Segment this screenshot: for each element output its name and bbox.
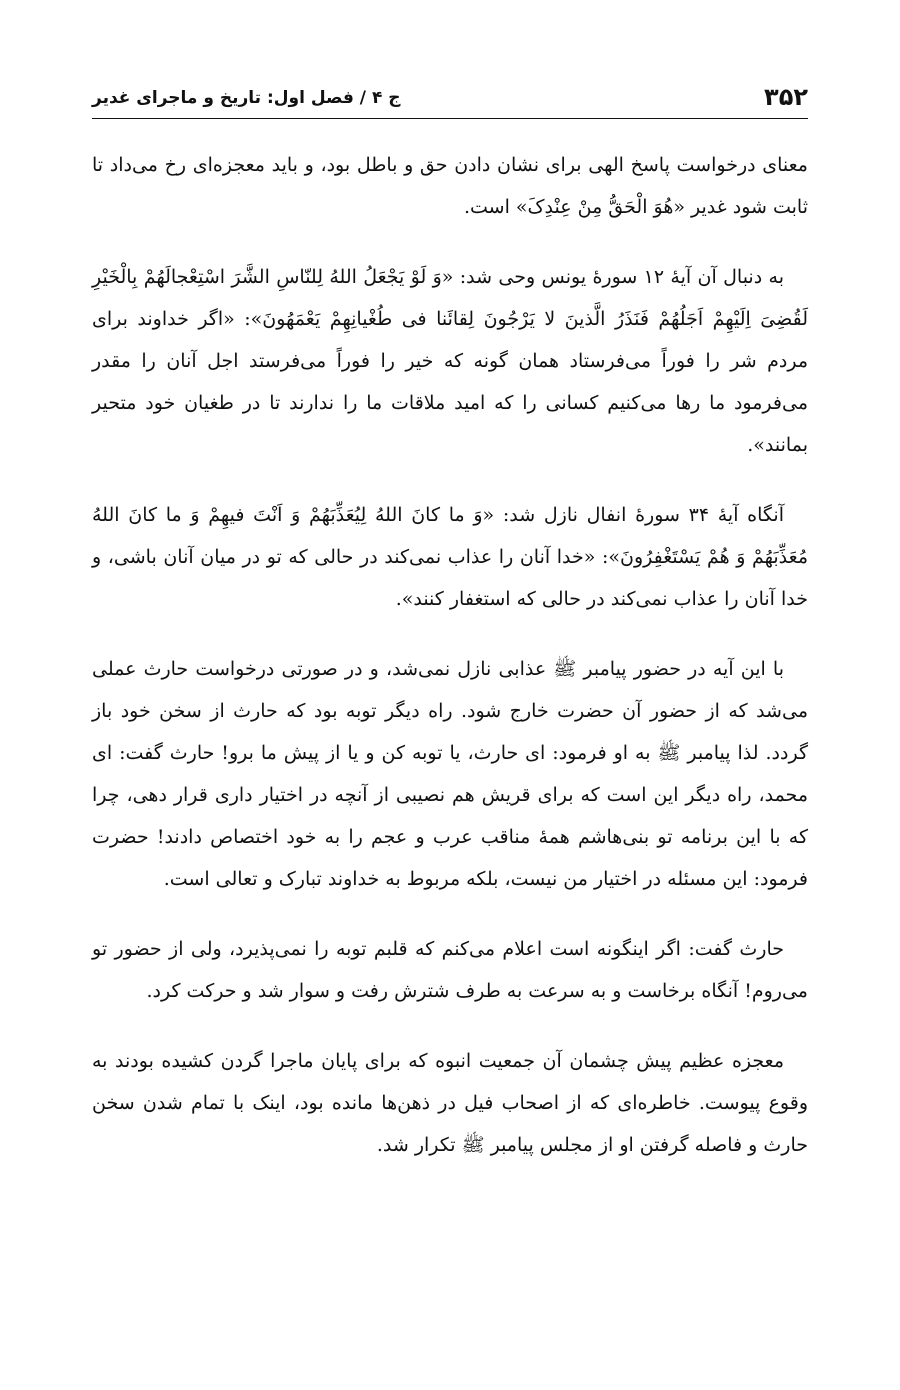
paragraph-4: با این آیه در حضور پیامبر ﷺ عذابی نازل نمی‌شد، و در صورتی درخواست حارث عملی می‌شد که از حضور آن حضرت خارج شود. راه دیگر توبه بود که حارث از سخن خود باز گردد. لذا پیامبر ﷺ به او فرمود: ای حارث، یا توبه کن و یا از پیش ما برو! حارث گفت: ای محمد، راه دیگر این است که برای قریش هم نصیبی از آنچه در اختیار داری قرار دهی، چرا که با این برنامه تو بنی‌هاشم همهٔ مناقب عرب و عجم را به خود اختصاص دادند! حضرت فرمود: این مسئله در اختیار من نیست، بلکه مربوط به خداوند تبارک و تعالی است.	[92, 658, 808, 890]
body-text	[92, 144, 808, 1194]
book-page	[92, 0, 808, 1390]
header-divider	[92, 118, 808, 119]
paragraph-5: حارث گفت: اگر اینگونه است اعلام می‌کنم که قلبم توبه را نمی‌پذیرد، ولی از حضور تو می‌روم! آنگاه برخاست و به سرعت به طرف شترش رفت و سوار شد و حرکت کرد.	[92, 938, 808, 1002]
paragraph-6: معجزه عظیم پیش چشمان آن جمعیت انبوه که برای پایان ماجرا گردن کشیده بودند به وقوع پیوست. خاطره‌ای که از اصحاب فیل در ذهن‌ها مانده بود، اینک با تمام شدن سخن حارث و فاصله گرفتن او از مجلس پیامبر ﷺ تکرار شد.	[92, 1050, 808, 1156]
paragraph-2: به دنبال آن آیهٔ ۱۲ سورهٔ یونس وحی شد: «وَ لَوْ یَجْعَلُ اللهُ لِلنّاسِ الشَّرَ اسْتِعْجالَهُمْ بِالْخَیْرِ لَقُضِیَ اِلَیْهِمْ اَجَلُهُمْ فَنَذَرُ الَّذینَ لا یَرْجُونَ لِقائَنا فی طُغْیانِهِمْ یَعْمَهُونَ»: «اگر خداوند برای مردم شر را فوراً می‌فرستاد همان گونه که خیر را فوراً می‌فرستد اجل آنان را مقدر می‌فرمود ما رها می‌کنیم کسانی را که امید ملاقات ما را ندارند تا در طغیان خود متحیر بمانند».	[92, 266, 808, 456]
page-number: ۳۵۲	[764, 83, 808, 111]
page-header	[92, 72, 808, 112]
running-head: ج ۴ / فصل اول: تاریخ و ماجرای غدیر	[92, 88, 401, 108]
paragraph-1: معنای درخواست پاسخ الهی برای نشان دادن حق و باطل بود، و باید معجزه‌ای رخ می‌داد تا ثابت شود غدیر «هُوَ الْحَقُّ مِنْ عِنْدِکَ» است.	[92, 154, 808, 218]
paragraph-3: آنگاه آیهٔ ۳۴ سورهٔ انفال نازل شد: «وَ ما کانَ اللهُ لِیُعَذِّبَهُمْ وَ اَنْتَ فیهِمْ وَ ما کانَ اللهُ مُعَذِّبَهُمْ وَ هُمْ یَسْتَغْفِرُونَ»: «خدا آنان را عذاب نمی‌کند در حالی که تو در میان آنان باشی، و خدا آنان را عذاب نمی‌کند در حالی که استغفار کنند».	[92, 504, 808, 610]
